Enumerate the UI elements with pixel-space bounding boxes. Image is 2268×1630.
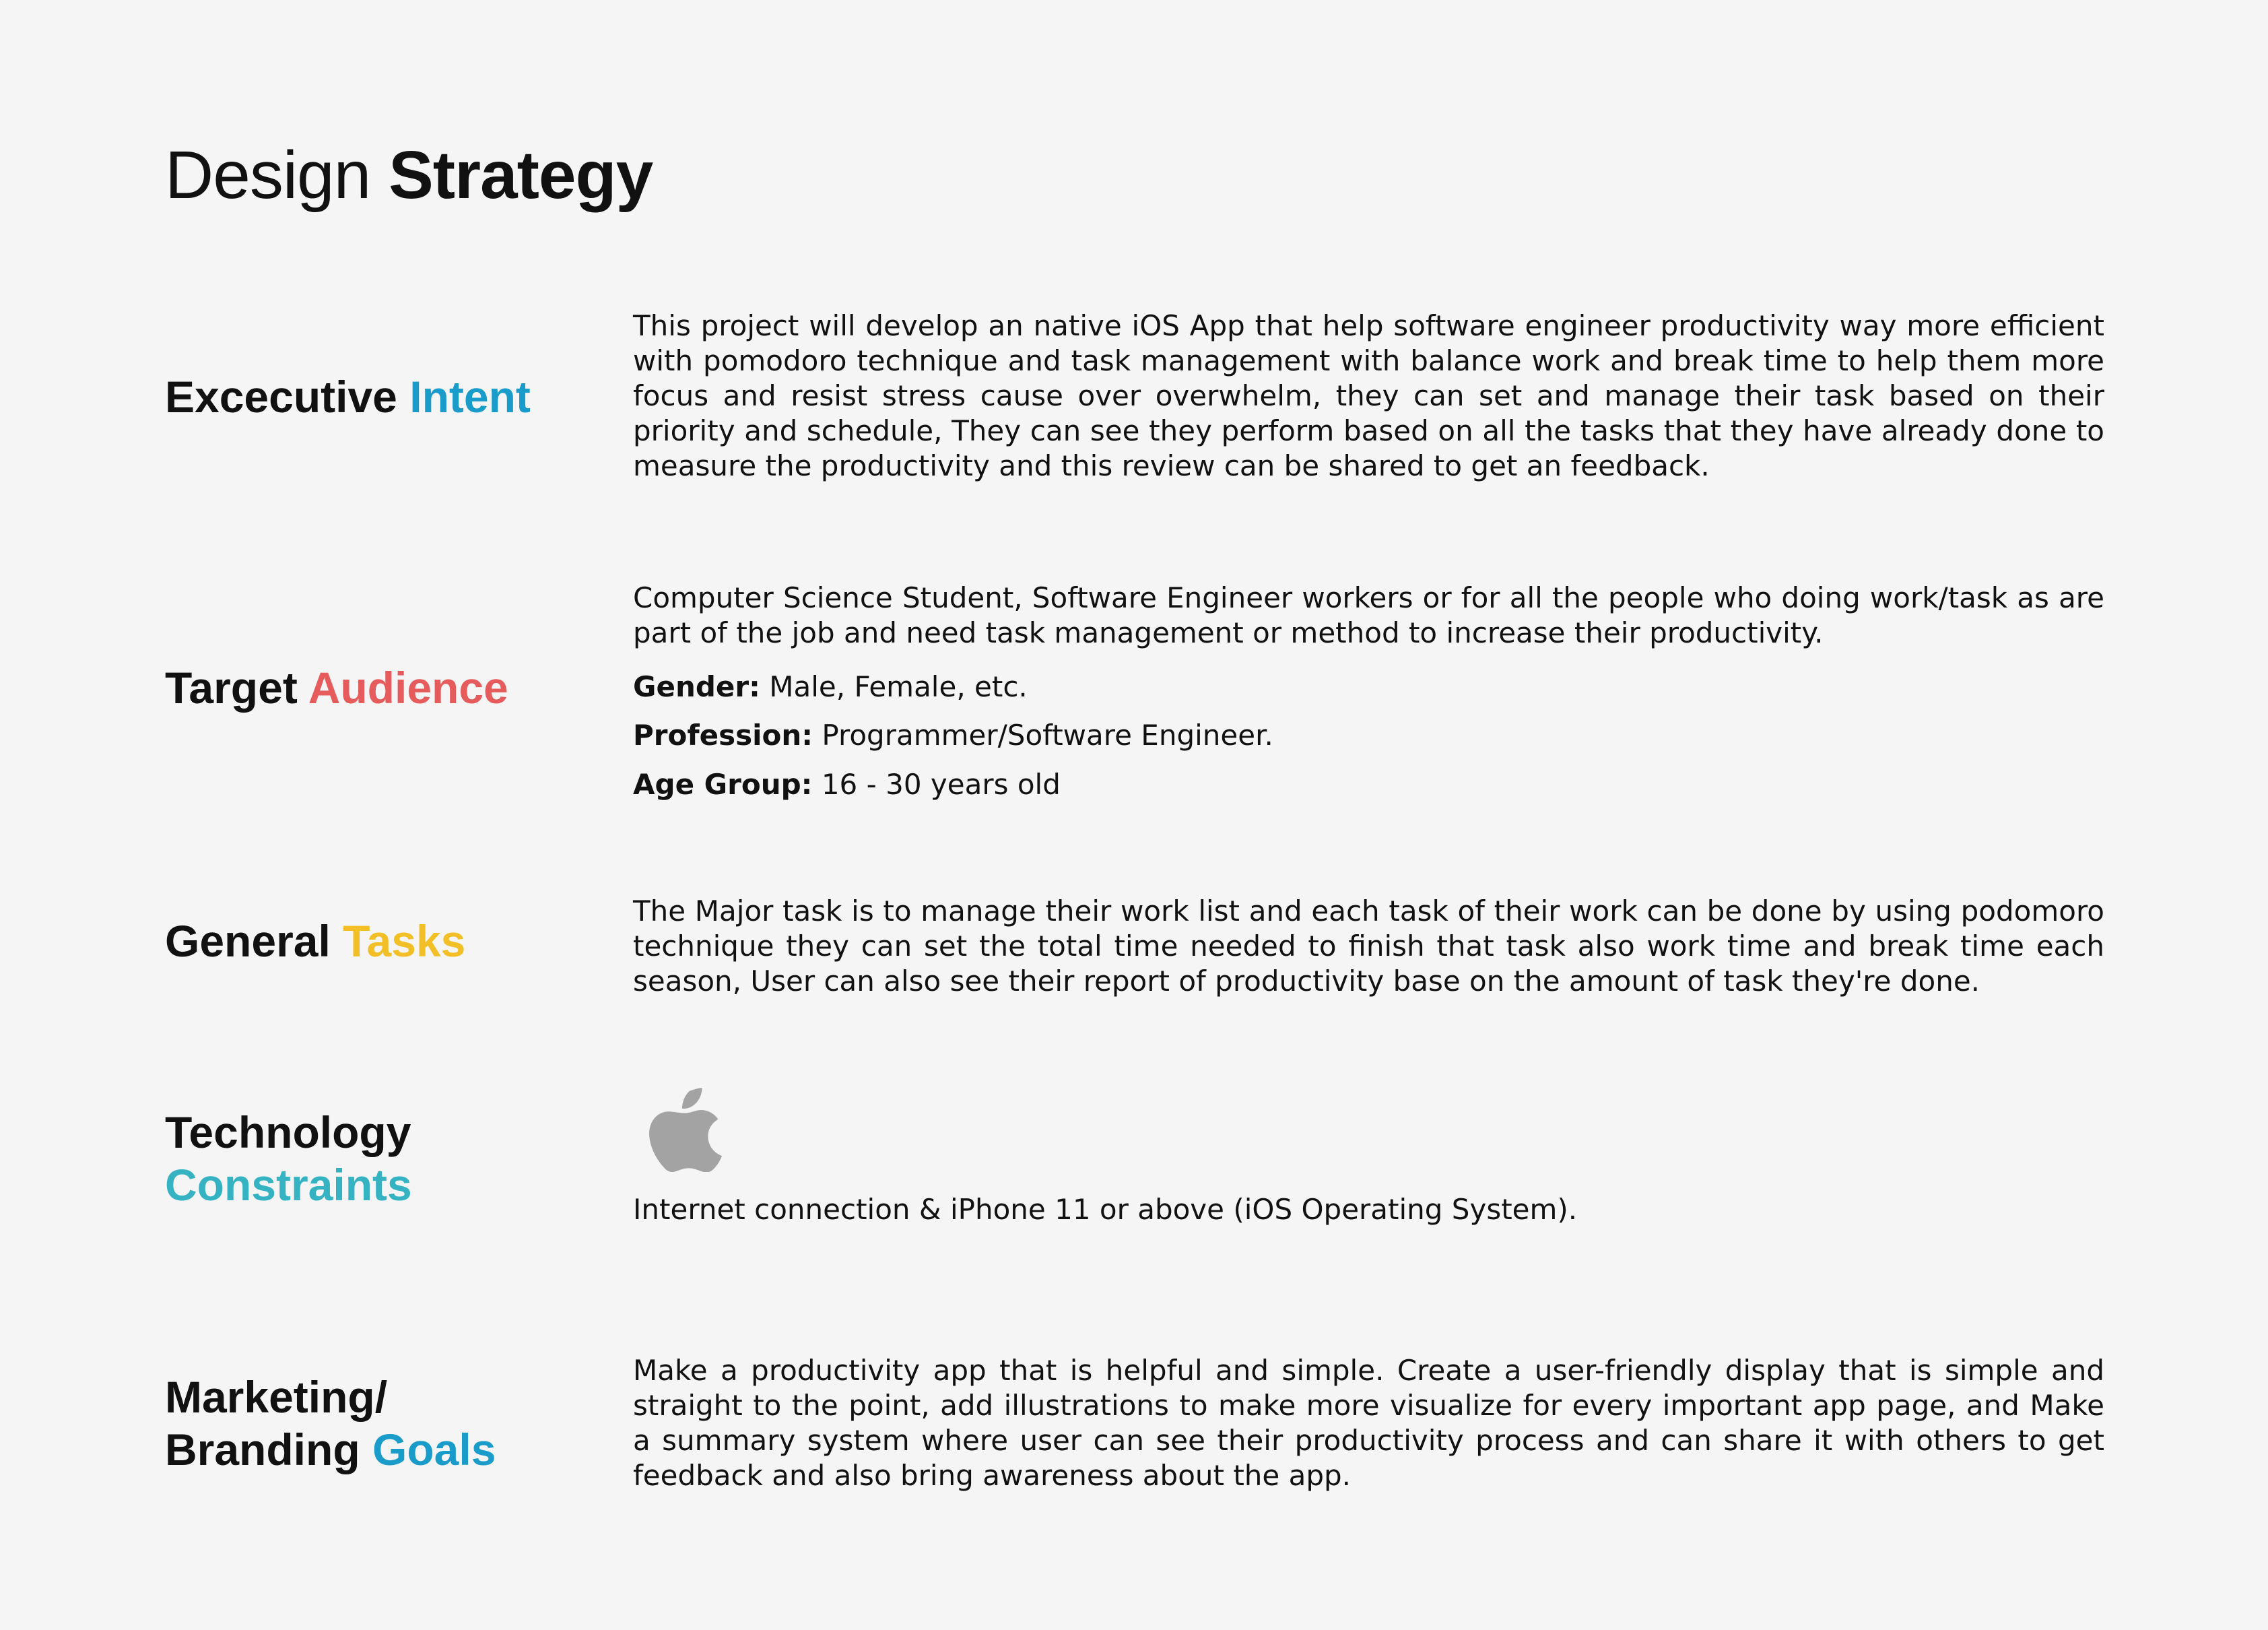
label-tasks-word2: Tasks	[343, 916, 466, 966]
gender-value: Male, Female, etc.	[760, 670, 1028, 703]
label-technology-word1: Technology	[165, 1107, 411, 1157]
apple-logo-icon	[646, 1088, 724, 1172]
section-label-audience	[165, 661, 508, 714]
age-value: 16 - 30 years old	[812, 768, 1061, 801]
audience-gender	[633, 670, 1028, 705]
marketing-text: Make a productivity app that is helpful and simple. Create a user-friendly display that is simple and straight to the point, add illustrations to make more visualize for every important app page, and Make a summary system where user can see their productivity process and can share it with others to get feedback and also bring awareness about the app.	[633, 1354, 2104, 1492]
gender-key: Gender:	[633, 670, 760, 703]
page-title-light: Design	[165, 137, 371, 213]
label-marketing-word1: Marketing/	[165, 1372, 388, 1422]
section-label-tasks	[165, 915, 465, 967]
label-marketing-word3: Goals	[372, 1425, 496, 1474]
profession-value: Programmer/Software Engineer.	[813, 719, 1273, 752]
label-intent-word1: Excecutive	[165, 372, 397, 422]
section-label-marketing	[165, 1371, 496, 1476]
label-tasks-word1: General	[165, 916, 331, 966]
page-title-bold: Strategy	[389, 137, 653, 213]
label-marketing-word2: Branding	[165, 1425, 360, 1474]
section-label-intent	[165, 370, 531, 423]
page-title	[165, 131, 653, 219]
label-audience-word2: Audience	[308, 663, 508, 713]
label-intent-word2: Intent	[409, 372, 531, 422]
label-audience-word1: Target	[165, 663, 298, 713]
technology-text: Internet connection & iPhone 11 or above (iOS Operating System).	[633, 1193, 1578, 1226]
age-key: Age Group:	[633, 768, 813, 801]
audience-age	[633, 767, 1061, 802]
intent-text: This project will develop an native iOS App that help software engineer productivity way more efficient with pomodoro technique and task management with balance work and break time to help them more focus and resist stress cause over overwhelm, they can set and manage their task based on their priority and schedule, They can see they perform based on all the tasks that they have already done to measure the productivity and this review can be shared to get an feedback.	[633, 309, 2104, 482]
label-technology-word2: Constraints	[165, 1160, 412, 1210]
audience-profession	[633, 718, 1273, 753]
audience-text: Computer Science Student, Software Engineer workers or for all the people who doing work/task as are part of the job and need task management or method to increase their productivity.	[633, 581, 2104, 649]
profession-key: Profession:	[633, 719, 813, 752]
tasks-text: The Major task is to manage their work list and each task of their work can be done by using podomoro technique they can set the total time needed to finish that task also work time and break time each season, User can also see their report of productivity base on the amount of task they're done.	[633, 894, 2104, 998]
section-label-technology	[165, 1106, 412, 1211]
